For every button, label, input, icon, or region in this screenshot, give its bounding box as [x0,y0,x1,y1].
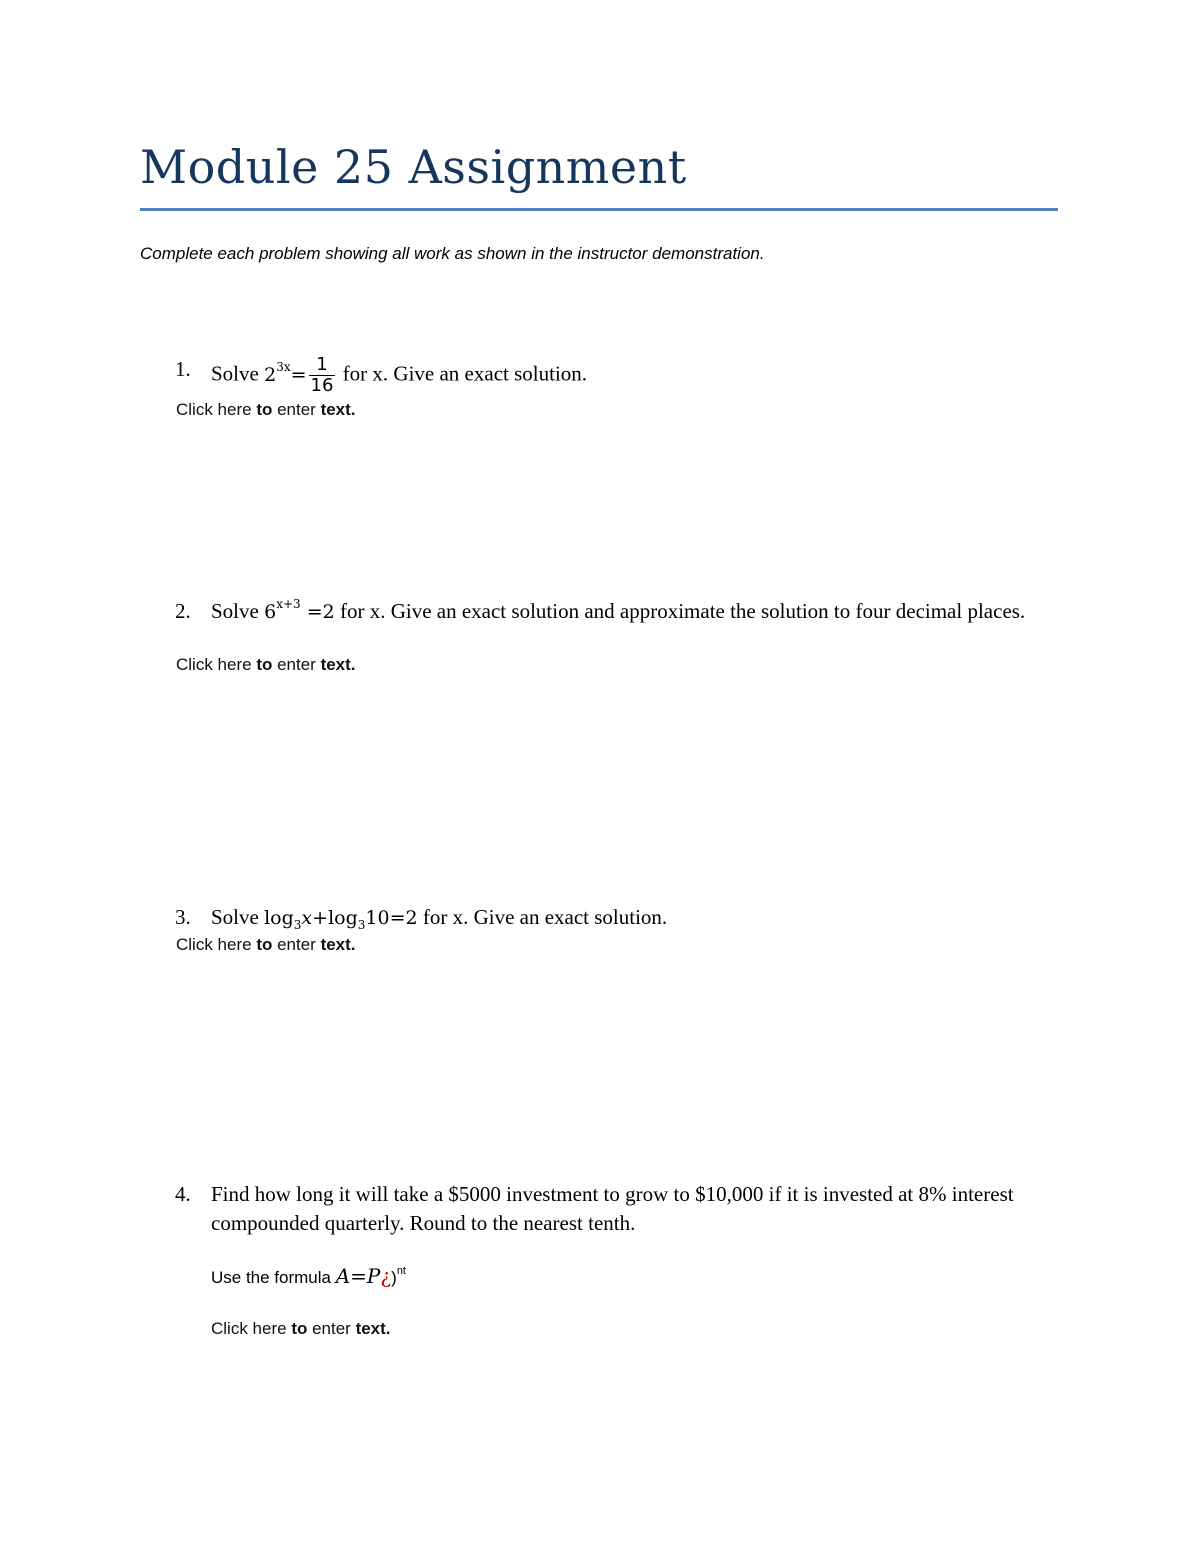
log-1: log [264,907,294,929]
equation [264,597,335,623]
question-prefix: Solve [211,905,265,929]
fraction-denominator: 16 [310,375,334,396]
equation-equals: = [290,363,307,386]
question-4 [175,1180,1035,1238]
formula-lhs: A=P [335,1264,381,1288]
question-2 [175,597,1055,629]
title-underline [140,208,1058,211]
formula-glyph: ¿ [380,1264,392,1288]
question-3 [175,903,1055,935]
log-2: log [328,907,358,929]
formula-label: Use the formula [211,1268,336,1287]
log-base-1: 3 [293,918,302,932]
equation-rest: =2 [300,601,335,623]
answer-field-2[interactable]: Click here to enter text. [176,655,356,674]
equation [264,354,337,396]
question-text: Find how long it will take a $5000 investment to grow to $10,000 if it is invested at 8% interest compounded quarterly. Round to the nearest tenth. [211,1182,1014,1235]
question-1 [175,355,1055,396]
question-suffix: for x. Give an exact solution and approximate the solution to four decimal places. [334,599,1026,623]
equation [264,907,418,932]
answer-field-3[interactable]: Click here to enter text. [176,935,356,954]
variable-x: x [301,907,313,929]
question-number: 3. [175,905,191,929]
question-prefix: Solve [211,361,265,386]
question-suffix: for x. Give an exact solution. [337,361,588,386]
answer-field-1[interactable]: Click here to enter text. [176,400,356,419]
log-base-2: 3 [357,918,366,932]
equation-base: 6 [264,601,277,623]
formula-exponent: nt [396,1265,406,1277]
question-number: 4. [175,1182,191,1206]
equation-exponent: x+3 [276,597,301,611]
question-suffix: for x. Give an exact solution. [417,905,668,929]
formula-hint [211,1264,406,1288]
page-title: Module 25 Assignment [140,140,687,194]
instructions: Complete each problem showing all work as shown in the instructor demonstration. [140,244,765,263]
fraction [309,355,336,396]
question-number: 1. [175,357,191,381]
question-prefix: Solve [211,599,265,623]
equation-rest: 10=2 [365,907,418,929]
fraction-numerator: 1 [309,355,336,376]
answer-field-4[interactable]: Click here to enter text. [211,1319,391,1338]
question-number: 2. [175,599,191,623]
equation-exponent: 3x [276,359,291,374]
equation-base: 2 [264,363,277,386]
formula-close: ) [391,1268,397,1287]
plus-sign: + [312,907,329,929]
